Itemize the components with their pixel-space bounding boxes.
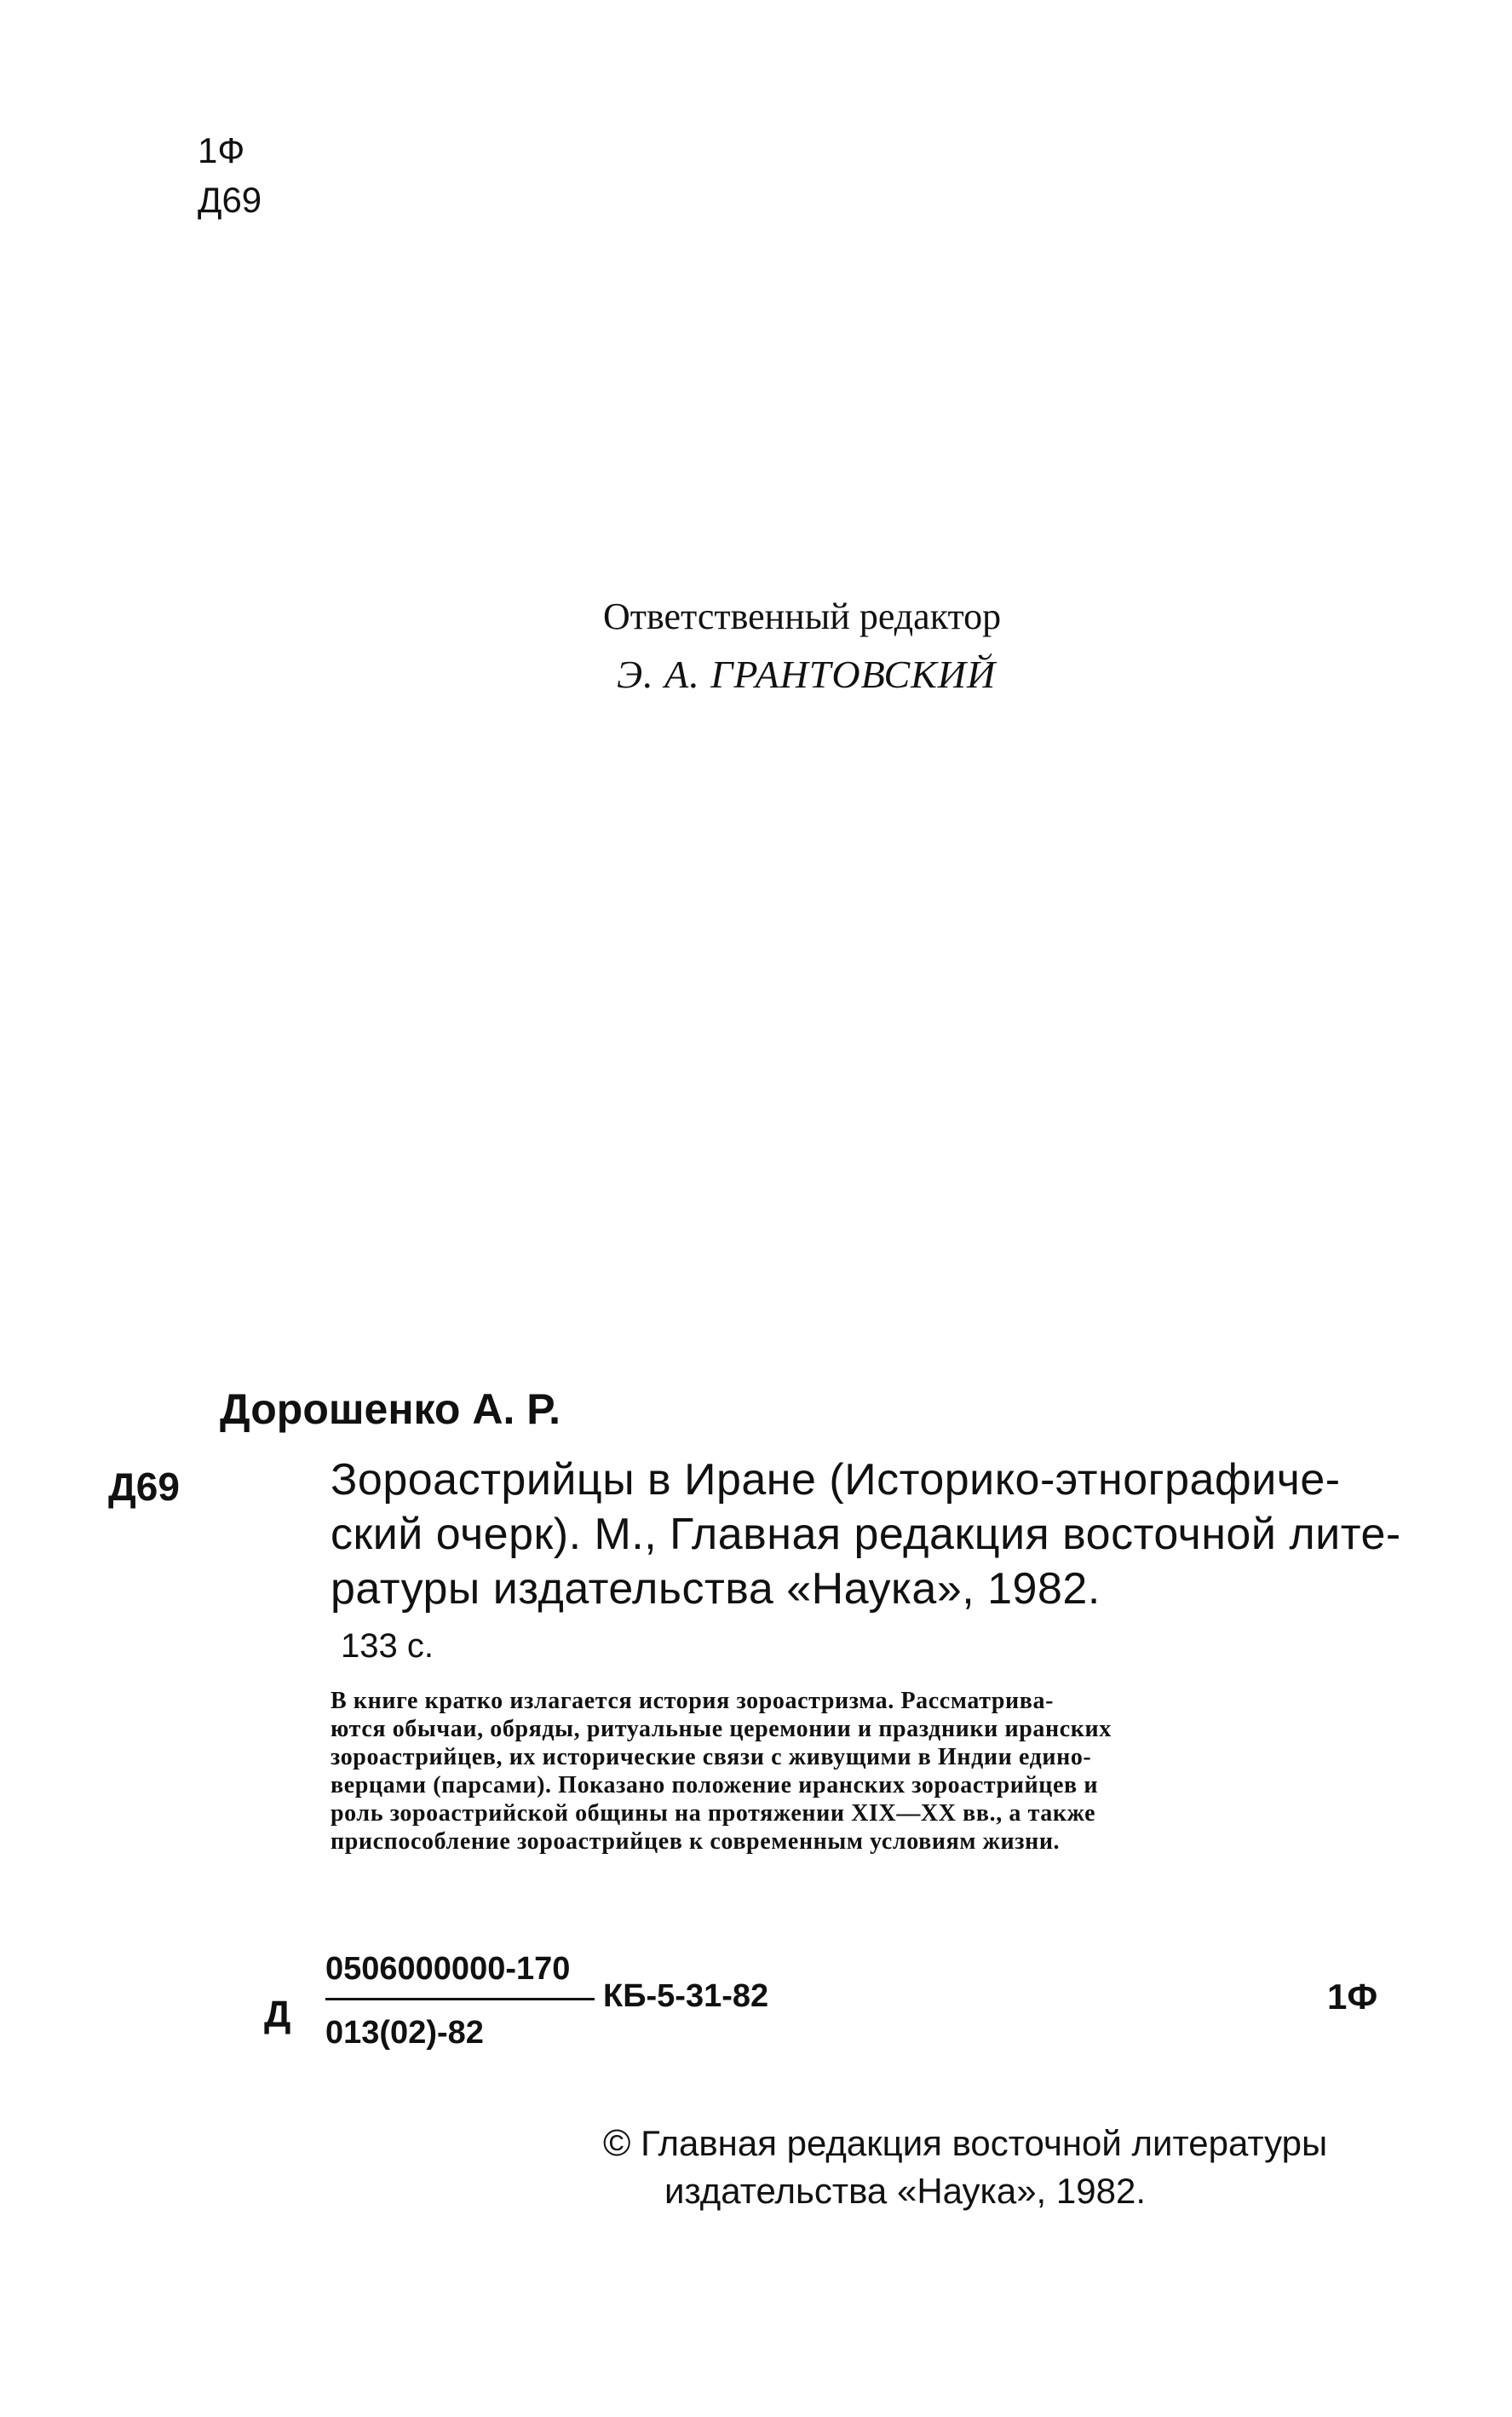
copyright-icon: © xyxy=(603,2122,631,2164)
annotation-line: роль зороастрийской общины на протяжении XIX—XX вв., а также xyxy=(331,1800,1096,1827)
formula-numerator: 0506000000-170 xyxy=(325,1951,571,1987)
catalog-code: Д69 xyxy=(108,1465,180,1509)
annotation-line: верцами (парсами). Показано положение иранских зороастрийцев и xyxy=(331,1772,1099,1798)
page-count: 133 с. xyxy=(341,1627,434,1665)
description-line: Зороастрийцы в Иране (Историко-этнографиче- xyxy=(331,1455,1341,1505)
annotation-line: зороастрийцев, их исторические связи с живущими в Индии едино- xyxy=(331,1744,1092,1770)
description-line: ский очерк). М., Главная редакция восточной лите- xyxy=(331,1510,1401,1559)
annotation-line: приспособление зороастрийцев к современным условиям жизни. xyxy=(331,1828,1061,1855)
classification-line-1: 1Ф xyxy=(198,130,245,170)
author-name: Дорошенко А. Р. xyxy=(220,1385,561,1433)
annotation-line: ются обычаи, обряды, ритуальные церемонии и праздники иранских xyxy=(331,1716,1112,1742)
formula-classification: 1Ф xyxy=(1327,1977,1378,2017)
editor-name: Э. А. ГРАНТОВСКИЙ xyxy=(617,653,997,696)
annotation-line: В книге кратко излагается история зороастризма. Рассматрива- xyxy=(331,1688,1055,1714)
bibliographic-description xyxy=(331,1453,1401,1616)
classification-line-2: Д69 xyxy=(198,180,262,220)
copyright-line-1: Главная редакция восточной литературы xyxy=(641,2123,1328,2163)
classification-index xyxy=(198,126,262,225)
editor-label: Ответственный редактор xyxy=(603,596,1002,637)
formula-code: КБ-5-31-82 xyxy=(603,1978,769,2014)
formula-fraction-line xyxy=(325,1998,595,2000)
copyright-notice xyxy=(603,2120,1327,2215)
annotation xyxy=(331,1687,1380,1856)
copyright-line-2: издательства «Наука», 1982. xyxy=(664,2171,1146,2211)
formula-letter: Д xyxy=(264,1994,291,2035)
formula-denominator: 013(02)-82 xyxy=(325,2015,484,2051)
description-line: ратуры издательства «Наука», 1982. xyxy=(331,1564,1101,1614)
